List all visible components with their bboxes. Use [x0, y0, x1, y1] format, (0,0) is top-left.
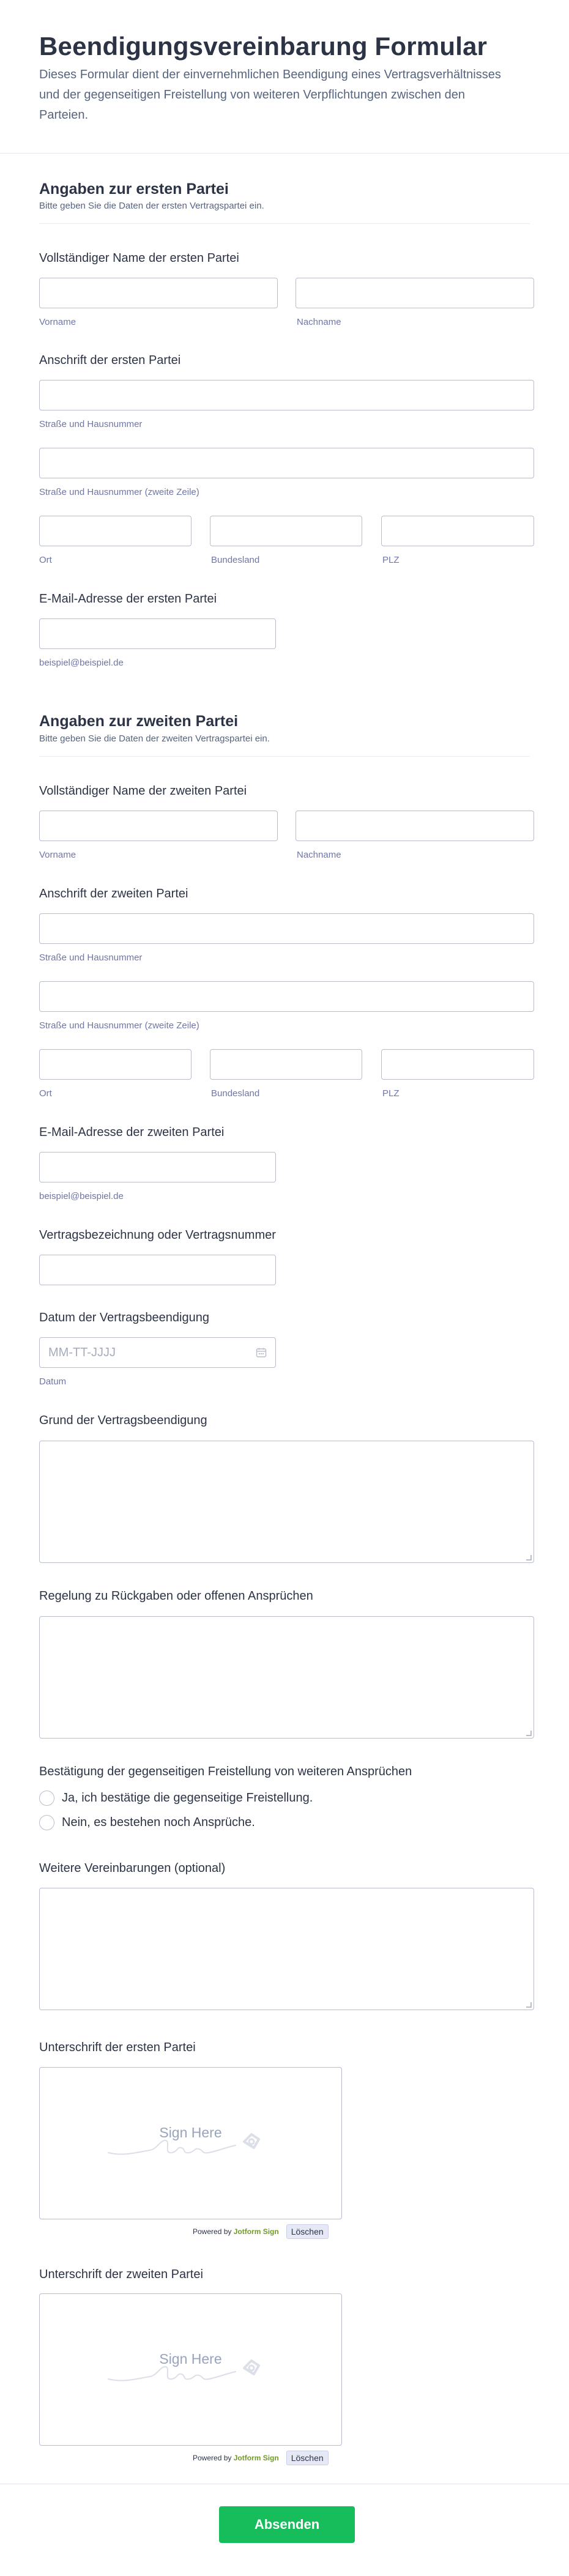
- party2-address-label: Anschrift der zweiten Partei: [39, 887, 188, 900]
- radio-label: Ja, ich bestätige die gegenseitige Freistellung.: [62, 1791, 313, 1805]
- termination-reason-textarea[interactable]: [39, 1441, 534, 1563]
- radio-button[interactable]: [39, 1815, 54, 1830]
- radio-label: Nein, es bestehen noch Ansprüche.: [62, 1816, 255, 1829]
- termination-date-label: Datum der Vertragsbeendigung: [39, 1311, 209, 1324]
- party2-email-input[interactable]: [39, 1152, 276, 1182]
- party1-subheading: Bitte geben Sie die Daten der ersten Vertragspartei ein.: [39, 201, 264, 211]
- party1-last-name-input[interactable]: [296, 278, 534, 308]
- termination-date-sublabel: Datum: [39, 1376, 67, 1387]
- party1-street-sublabel: Straße und Hausnummer: [39, 419, 143, 429]
- party2-last-name-input[interactable]: [296, 811, 534, 841]
- party2-subheading: Bitte geben Sie die Daten der zweiten Vertragspartei ein.: [39, 733, 270, 744]
- resize-handle-icon[interactable]: [526, 2002, 532, 2008]
- sign-here-text: Sign Here: [159, 2125, 222, 2140]
- party1-address-label: Anschrift der ersten Partei: [39, 354, 181, 367]
- party2-zip-input[interactable]: [381, 1049, 534, 1080]
- party2-street-sublabel: Straße und Hausnummer: [39, 952, 143, 963]
- party2-email-label: E-Mail-Adresse der zweiten Partei: [39, 1126, 225, 1139]
- party2-city-input[interactable]: [39, 1049, 192, 1080]
- party1-first-name-sublabel: Vorname: [39, 317, 76, 327]
- party1-heading: Angaben zur ersten Partei: [39, 180, 229, 198]
- returns-label: Regelung zu Rückgaben oder offenen Ansprüchen: [39, 1589, 313, 1603]
- release-label: Bestätigung der gegenseitigen Freistellung von weiteren Ansprüchen: [39, 1765, 412, 1778]
- party2-state-sublabel: Bundesland: [211, 1088, 260, 1099]
- party1-email-label: E-Mail-Adresse der ersten Partei: [39, 592, 217, 606]
- release-option-no[interactable]: [39, 1815, 255, 1830]
- further-agreements-textarea[interactable]: [39, 1888, 534, 2010]
- party1-state-input[interactable]: [210, 516, 362, 546]
- termination-reason-label: Grund der Vertragsbeendigung: [39, 1414, 207, 1427]
- party2-first-name-sublabel: Vorname: [39, 850, 76, 860]
- release-option-yes[interactable]: [39, 1791, 313, 1806]
- returns-textarea[interactable]: [39, 1616, 534, 1739]
- signature2-pad[interactable]: [39, 2293, 342, 2446]
- signature1-clear-button[interactable]: Löschen: [286, 2224, 329, 2239]
- resize-handle-icon[interactable]: [526, 1731, 532, 1736]
- calendar-icon[interactable]: [256, 1347, 267, 1358]
- party2-street-input[interactable]: [39, 913, 534, 944]
- party1-street2-input[interactable]: [39, 448, 534, 478]
- party1-divider: [39, 223, 530, 224]
- party1-email-sublabel: beispiel@beispiel.de: [39, 658, 124, 668]
- termination-date-input[interactable]: [39, 1337, 276, 1368]
- party2-heading: Angaben zur zweiten Partei: [39, 713, 239, 730]
- party1-email-input[interactable]: [39, 618, 276, 649]
- party1-state-sublabel: Bundesland: [211, 555, 260, 565]
- party1-city-input[interactable]: [39, 516, 192, 546]
- powered-by-text: Powered by Jotform Sign: [193, 2227, 279, 2236]
- party2-state-input[interactable]: [210, 1049, 362, 1080]
- submit-button[interactable]: Absenden: [219, 2506, 355, 2543]
- signature2-clear-button[interactable]: Löschen: [286, 2451, 329, 2465]
- signature2-label: Unterschrift der zweiten Partei: [39, 2268, 203, 2281]
- jotform-sign-brand: Jotform Sign: [233, 2227, 279, 2236]
- signature1-footer: [193, 2224, 329, 2239]
- party1-name-label: Vollständiger Name der ersten Partei: [39, 251, 239, 265]
- date-placeholder: MM-TT-JJJJ: [48, 1345, 116, 1359]
- party1-street2-sublabel: Straße und Hausnummer (zweite Zeile): [39, 487, 199, 497]
- signature-scribble-icon: [105, 2352, 276, 2389]
- resize-handle-icon[interactable]: [526, 1555, 532, 1561]
- signature2-footer: [193, 2451, 329, 2465]
- party1-first-name-input[interactable]: [39, 278, 278, 308]
- signature1-label: Unterschrift der ersten Partei: [39, 2041, 196, 2054]
- party2-last-name-sublabel: Nachname: [297, 850, 341, 860]
- form-description: Dieses Formular dient der einvernehmlichen Beendigung eines Vertragsverhältnisses und der gegenseitigen Freistellung von weiteren Verpflichtungen zwischen den Parteien.: [39, 68, 501, 122]
- party2-first-name-input[interactable]: [39, 811, 278, 841]
- signature1-pad[interactable]: [39, 2067, 342, 2219]
- party2-zip-sublabel: PLZ: [382, 1088, 400, 1099]
- party2-email-sublabel: beispiel@beispiel.de: [39, 1191, 124, 1201]
- further-agreements-label: Weitere Vereinbarungen (optional): [39, 1861, 226, 1875]
- party2-street2-sublabel: Straße und Hausnummer (zweite Zeile): [39, 1020, 199, 1031]
- header-divider: [0, 153, 569, 154]
- sign-here-text: Sign Here: [159, 2351, 222, 2367]
- powered-by-text: Powered by Jotform Sign: [193, 2454, 279, 2462]
- contract-id-label: Vertragsbezeichnung oder Vertragsnummer: [39, 1228, 276, 1242]
- party2-city-sublabel: Ort: [39, 1088, 52, 1099]
- party1-last-name-sublabel: Nachname: [297, 317, 341, 327]
- party1-city-sublabel: Ort: [39, 555, 52, 565]
- jotform-sign-brand: Jotform Sign: [233, 2454, 279, 2462]
- signature-scribble-icon: [105, 2126, 276, 2162]
- radio-button[interactable]: [39, 1791, 54, 1806]
- party1-street-input[interactable]: [39, 380, 534, 410]
- party2-divider: [39, 756, 530, 757]
- contract-id-input[interactable]: [39, 1255, 276, 1285]
- party2-street2-input[interactable]: [39, 981, 534, 1012]
- party1-zip-sublabel: PLZ: [382, 555, 400, 565]
- party1-zip-input[interactable]: [381, 516, 534, 546]
- party2-name-label: Vollständiger Name der zweiten Partei: [39, 784, 247, 798]
- form-title: Beendigungsvereinbarung Formular: [39, 32, 488, 61]
